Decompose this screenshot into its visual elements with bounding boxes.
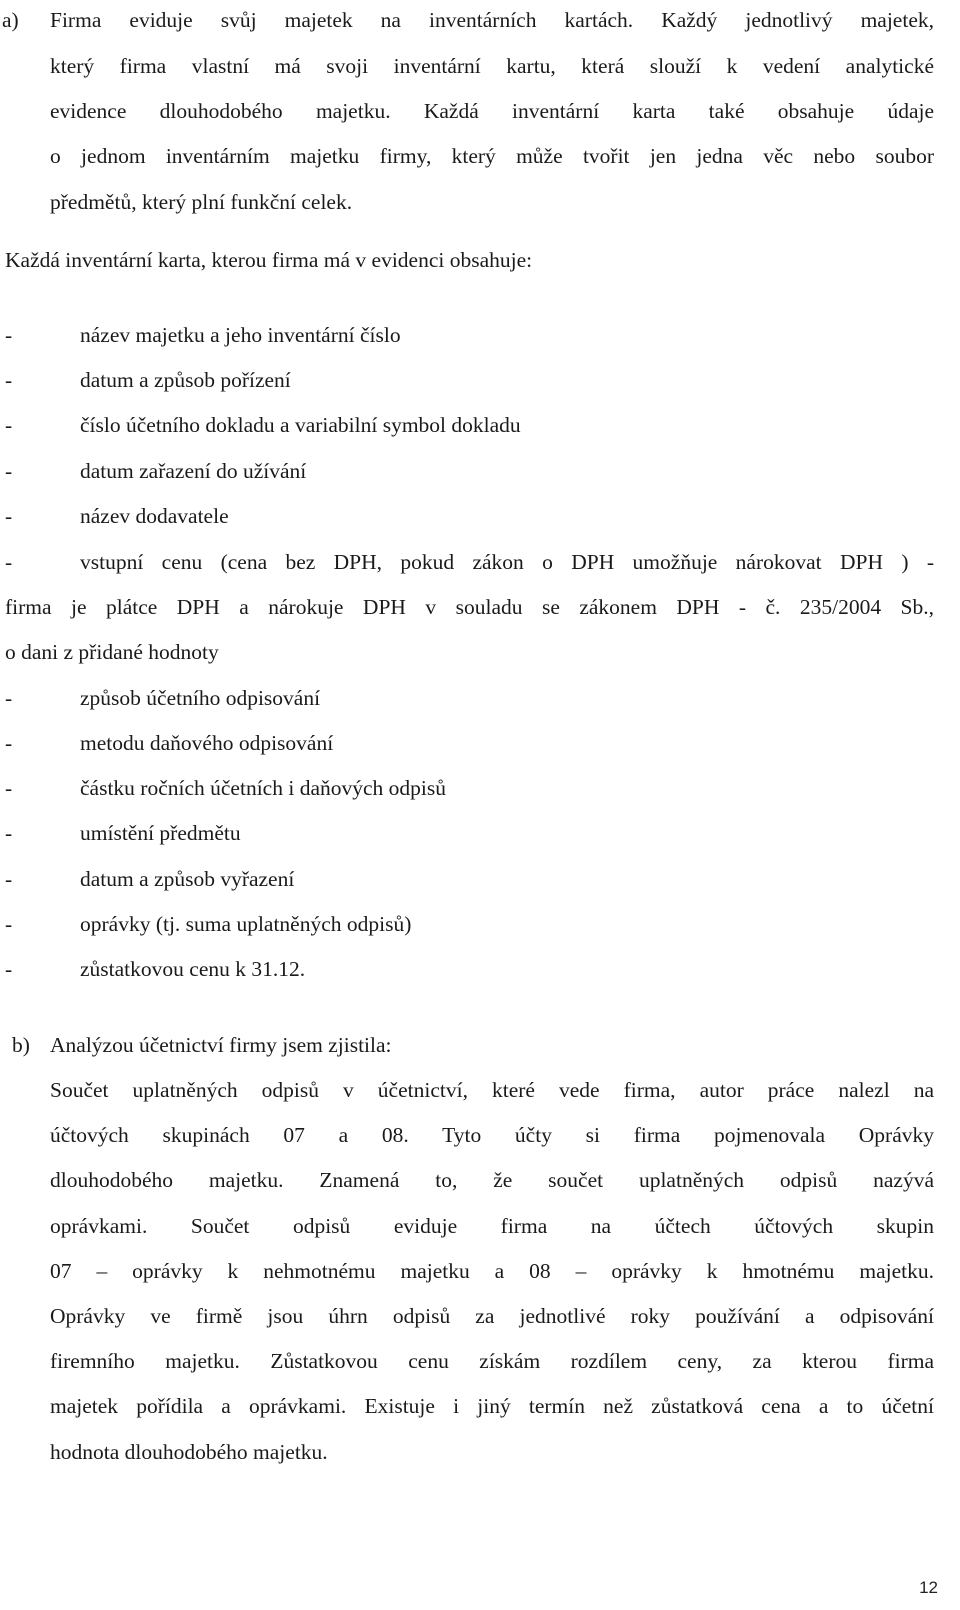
continuation-line-2: o dani z přidané hodnoty bbox=[5, 640, 219, 664]
bullet-item: částku ročních účetních i daňových odpisů bbox=[80, 776, 446, 800]
section-b-heading: Analýzou účetnictví firmy jsem zjistila: bbox=[50, 1033, 392, 1057]
bullet-item: název majetku a jeho inventární číslo bbox=[80, 323, 401, 347]
bullet-dash: - bbox=[5, 550, 13, 574]
bullet-item: metodu daňového odpisování bbox=[80, 731, 334, 755]
section-a-line-4: o jednom inventárním majetku firmy, který může tvořit jen jedna věc nebo soubor bbox=[50, 144, 934, 168]
bullet-dash: - bbox=[5, 323, 13, 347]
bullet-item: oprávky (tj. suma uplatněných odpisů) bbox=[80, 912, 412, 936]
bullet-item: zůstatkovou cenu k 31.12. bbox=[80, 957, 306, 981]
section-b-line-3: dlouhodobého majetku. Znamená to, že součet uplatněných odpisů nazývá bbox=[50, 1168, 934, 1192]
bullet-dash: - bbox=[5, 686, 13, 710]
section-b-line-8: majetek pořídila a oprávkami. Existuje i jiný termín než zůstatková cena a to účetní bbox=[50, 1394, 934, 1418]
section-b-marker: b) bbox=[12, 1033, 30, 1057]
bullet-dash: - bbox=[5, 368, 13, 392]
bullet-dash: - bbox=[5, 957, 13, 981]
bullet-dash: - bbox=[5, 821, 13, 845]
inventory-card-intro: Každá inventární karta, kterou firma má v evidenci obsahuje: bbox=[5, 248, 533, 272]
page-number: 12 bbox=[919, 1578, 938, 1597]
bullet-dash: - bbox=[5, 776, 13, 800]
section-a-marker: a) bbox=[2, 8, 19, 32]
section-b-line-2: účtových skupinách 07 a 08. Tyto účty si firma pojmenovala Oprávky bbox=[50, 1123, 934, 1147]
section-a-line-5: předmětů, který plní funkční celek. bbox=[50, 190, 353, 214]
section-a-line-2: který firma vlastní má svoji inventární kartu, která slouží k vedení analytické bbox=[50, 54, 934, 78]
bullet-dash: - bbox=[5, 459, 13, 483]
section-b-line-5: 07 – oprávky k nehmotnému majetku a 08 – oprávky k hmotnému majetku. bbox=[50, 1259, 934, 1283]
section-b-line-1: Součet uplatněných odpisů v účetnictví, které vede firma, autor práce nalezl na bbox=[50, 1078, 934, 1102]
bullet-item: datum a způsob pořízení bbox=[80, 368, 291, 392]
bullet-dash: - bbox=[5, 867, 13, 891]
section-a-line-3: evidence dlouhodobého majetku. Každá inventární karta také obsahuje údaje bbox=[50, 99, 934, 123]
bullet-item: název dodavatele bbox=[80, 504, 229, 528]
section-b-line-4: oprávkami. Součet odpisů eviduje firma na účtech účtových skupin bbox=[50, 1214, 934, 1238]
bullet-item: datum zařazení do užívání bbox=[80, 459, 307, 483]
bullet-item: způsob účetního odpisování bbox=[80, 686, 321, 710]
continuation-line-1: firma je plátce DPH a nárokuje DPH v souladu se zákonem DPH - č. 235/2004 Sb., bbox=[5, 595, 934, 619]
bullet-dash: - bbox=[5, 504, 13, 528]
section-b-line-9: hodnota dlouhodobého majetku. bbox=[50, 1440, 328, 1464]
bullet-dash: - bbox=[5, 413, 13, 437]
section-b-line-7: firemního majetku. Zůstatkovou cenu získám rozdílem ceny, za kterou firma bbox=[50, 1349, 934, 1373]
section-a-line-1: Firma eviduje svůj majetek na inventárních kartách. Každý jednotlivý majetek, bbox=[50, 8, 934, 32]
section-b-line-6: Oprávky ve firmě jsou úhrn odpisů za jednotlivé roky používání a odpisování bbox=[50, 1304, 934, 1328]
bullet-item: vstupní cenu (cena bez DPH, pokud zákon o DPH umožňuje nárokovat DPH ) - bbox=[80, 550, 934, 574]
bullet-item: číslo účetního dokladu a variabilní symbol dokladu bbox=[80, 413, 521, 437]
bullet-item: datum a způsob vyřazení bbox=[80, 867, 295, 891]
bullet-item: umístění předmětu bbox=[80, 821, 241, 845]
bullet-dash: - bbox=[5, 731, 13, 755]
bullet-dash: - bbox=[5, 912, 13, 936]
